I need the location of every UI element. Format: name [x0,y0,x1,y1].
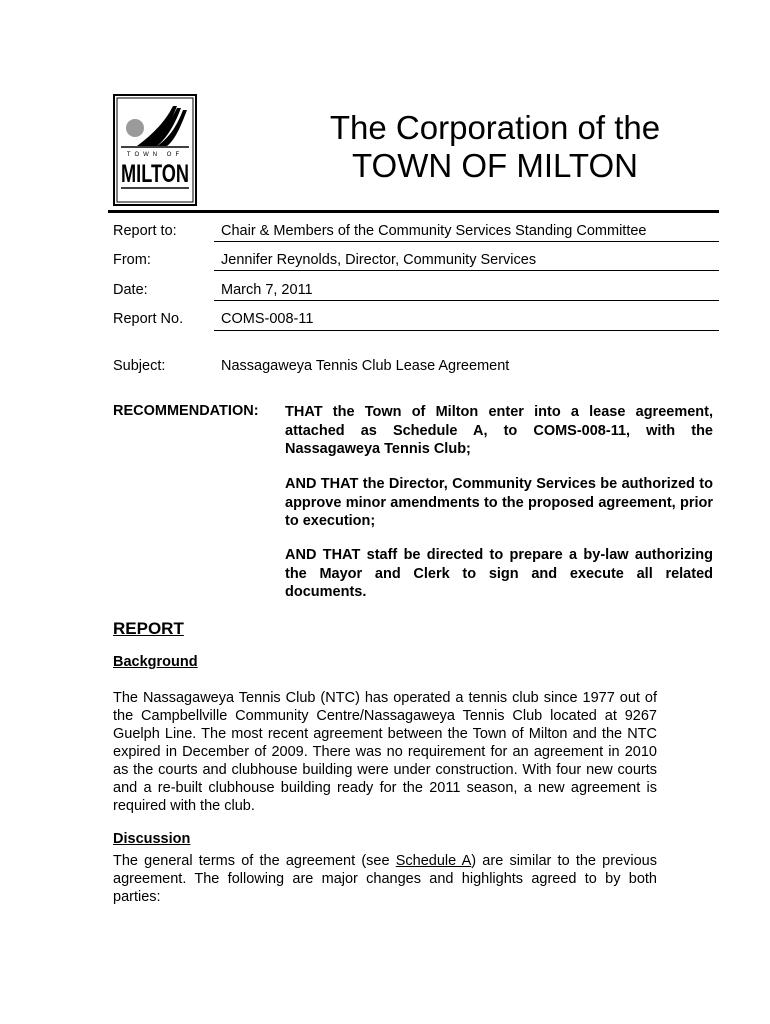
discussion-text [113,852,657,906]
report-no-value: COMS-008-11 [221,311,314,327]
row-divider [214,330,719,331]
report-heading: REPORT [113,619,184,638]
report-no-label: Report No. [113,311,184,327]
logo-milton: MILTON [121,160,189,188]
logo-town-of: TOWN OF [126,152,184,158]
report-to-label: Report to: [113,223,177,239]
recommendation-para-1: THAT the Town of Milton enter into a lease agreement, attached as Schedule A, to COMS-008-11, with the Nassagaweya Tennis Club; [285,404,713,457]
from-label: From: [113,252,151,268]
discussion-text-before: The general terms of the agreement (see [113,853,396,869]
sun-icon [126,119,144,137]
recommendation-para-3: AND THAT staff be directed to prepare a by-law authorizing the Mayor and Clerk to sign and execute all related documents. [285,547,713,600]
background-heading: Background [113,654,198,670]
schedule-a-link[interactable]: Schedule A [395,853,472,869]
discussion-text-after: ) are similar to the previous agreement. The following are major changes and highlights agreed to by both parties: [113,853,657,905]
page-title-line2: TOWN OF MILTON [352,147,638,184]
recommendation-label: RECOMMENDATION: [113,403,259,419]
report-to-value: Chair & Members of the Community Services Standing Committee [221,223,647,239]
row-divider [214,241,719,242]
background-text: The Nassagaweya Tennis Club (NTC) has operated a tennis club since 1977 out of the Campbellville Community Centre/Nassagaweya Tennis Club located at 9267 Guelph Line. The most recent agreement between the Town of Milton and the NTC expired in December of 2009. There was no requirement for an agreement in 2010 as the courts and clubhouse building were under construction. With four new courts and a re-built clubhouse building ready for the 2011 season, a new agreement is required with the club. [113,690,657,814]
from-value: Jennifer Reynolds, Director, Community Services [221,252,537,268]
date-value: March 7, 2011 [221,282,313,298]
row-divider [214,270,719,271]
header-divider [108,210,719,213]
town-of-milton-logo [113,94,197,206]
page-title-line1: The Corporation of the [329,109,661,146]
discussion-heading: Discussion [113,831,191,847]
row-divider [214,300,719,301]
subject-value: Nassagaweya Tennis Club Lease Agreement [221,358,510,374]
subject-label: Subject: [113,358,166,374]
date-label: Date: [113,282,148,298]
recommendation-para-2: AND THAT the Director, Community Services be authorized to approve minor amendments to the proposed agreement, prior to execution; [285,476,713,529]
